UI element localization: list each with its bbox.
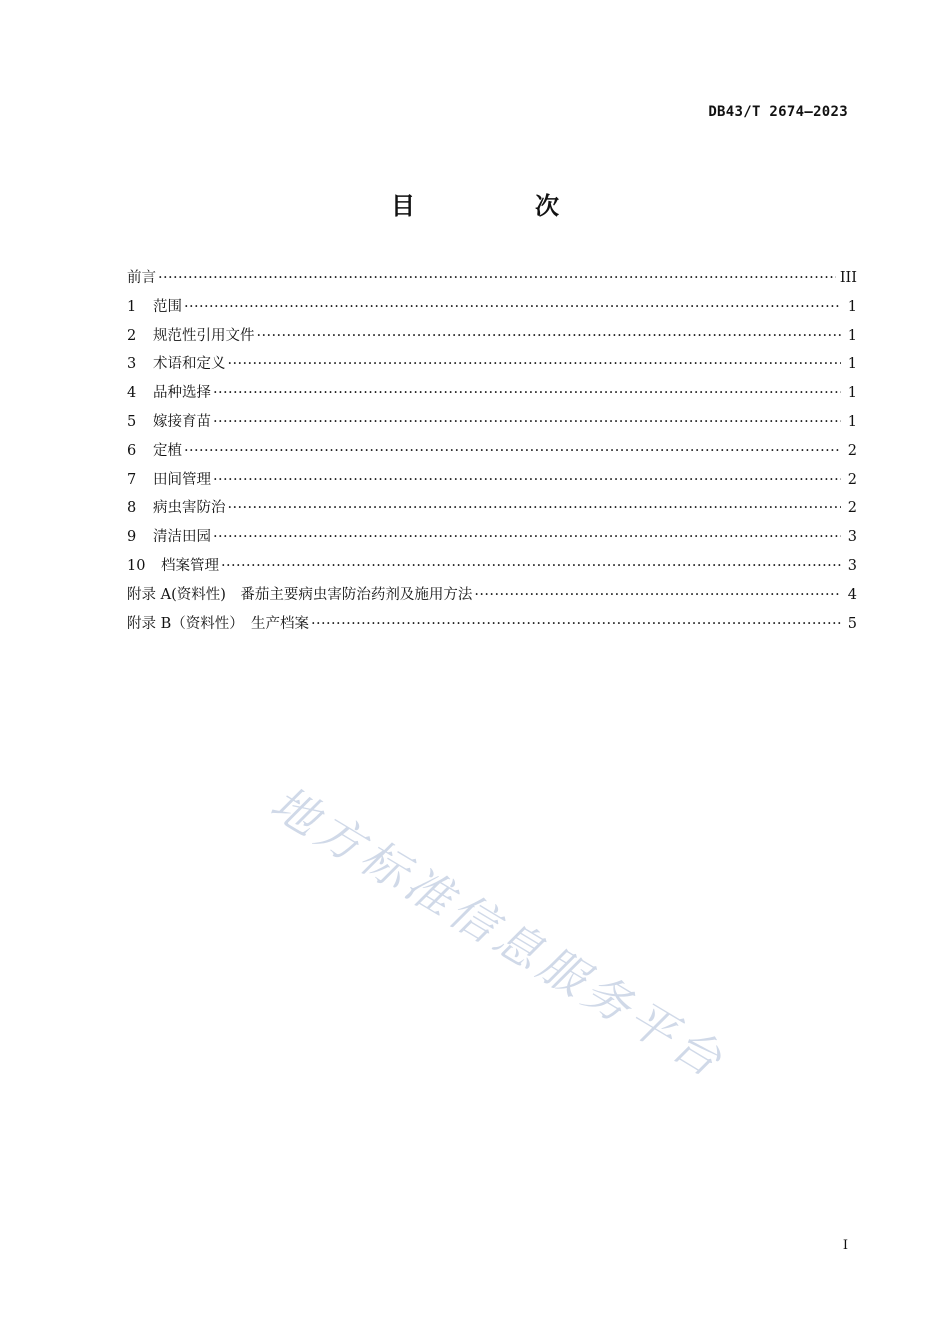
toc-entry-page: 4 [847, 586, 857, 603]
toc-entry-label: 术语和定义 [153, 356, 226, 373]
toc-entry-appendix-a[interactable] [127, 583, 857, 612]
toc-entry-page: 1 [847, 356, 857, 373]
toc-entry-number: 2 [127, 327, 137, 344]
toc-entry-number: 7 [127, 471, 137, 488]
toc-leader-dots [228, 356, 842, 372]
toc-entry-label: 嫁接育苗 [153, 413, 211, 430]
toc-leader-dots [474, 587, 841, 603]
toc-entry-number: 9 [127, 529, 137, 546]
toc-entry-label: 范围 [153, 298, 182, 315]
toc-entry-5[interactable] [127, 410, 857, 439]
toc-entry-2[interactable] [127, 324, 857, 353]
toc-entry-label: 前言 [127, 270, 156, 286]
toc-entry-appendix-b[interactable] [127, 612, 857, 641]
watermark: 地方标准信息服务平台 [261, 775, 736, 1090]
toc-entry-label: 附录 B（资料性） 生产档案 [127, 615, 310, 632]
toc-entry-page: 5 [847, 615, 857, 632]
table-of-contents [127, 266, 857, 640]
toc-entry-number: 1 [127, 298, 137, 315]
toc-entry-page: 1 [847, 385, 857, 402]
toc-leader-dots [158, 270, 836, 286]
toc-entry-number: 3 [127, 356, 137, 373]
toc-entry-number: 5 [127, 413, 137, 430]
toc-entry-8[interactable] [127, 496, 857, 525]
toc-entry-page: 1 [847, 413, 857, 430]
toc-title: 目 次 [391, 192, 607, 220]
toc-entry-9[interactable] [127, 525, 857, 554]
toc-entry-label: 档案管理 [161, 557, 219, 574]
toc-entry-page: III [839, 270, 857, 286]
toc-entry-number: 8 [127, 500, 137, 517]
page-number: I [842, 1238, 848, 1253]
toc-entry-page: 1 [847, 298, 857, 315]
toc-leader-dots [213, 472, 841, 488]
toc-entry-label: 清洁田园 [153, 529, 211, 546]
toc-entry-page: 2 [847, 471, 857, 488]
toc-leader-dots [213, 414, 841, 430]
toc-entry-number: 10 [127, 557, 146, 574]
toc-entry-number: 6 [127, 442, 137, 459]
toc-entry-label: 附录 A(资料性) 番茄主要病虫害防治药剂及施用方法 [127, 586, 473, 603]
toc-entry-label: 田间管理 [153, 471, 211, 488]
toc-entry-4[interactable] [127, 381, 857, 410]
toc-entry-page: 1 [847, 327, 857, 344]
toc-entry-page: 2 [847, 442, 857, 459]
toc-entry-page: 3 [847, 529, 857, 546]
toc-entry-number: 4 [127, 385, 137, 402]
toc-leader-dots [257, 328, 842, 344]
toc-entry-label: 定植 [153, 442, 182, 459]
toc-entry-page: 3 [847, 557, 857, 574]
toc-entry-page: 2 [847, 500, 857, 517]
toc-entry-7[interactable] [127, 468, 857, 497]
toc-entry-3[interactable] [127, 352, 857, 381]
toc-entry-label: 病虫害防治 [153, 500, 226, 517]
toc-leader-dots [213, 385, 841, 401]
toc-leader-dots [311, 616, 841, 632]
document-code: DB43/T 2674—2023 [708, 104, 848, 120]
toc-entry-10[interactable] [127, 554, 857, 583]
toc-leader-dots [221, 558, 841, 574]
toc-entry-label: 品种选择 [153, 385, 211, 402]
toc-leader-dots [184, 443, 841, 459]
toc-entry-foreword[interactable] [127, 266, 857, 295]
toc-leader-dots [228, 500, 842, 516]
toc-entry-6[interactable] [127, 439, 857, 468]
toc-entry-1[interactable] [127, 295, 857, 324]
toc-leader-dots [213, 529, 841, 545]
toc-leader-dots [184, 299, 841, 315]
toc-entry-label: 规范性引用文件 [153, 327, 255, 344]
